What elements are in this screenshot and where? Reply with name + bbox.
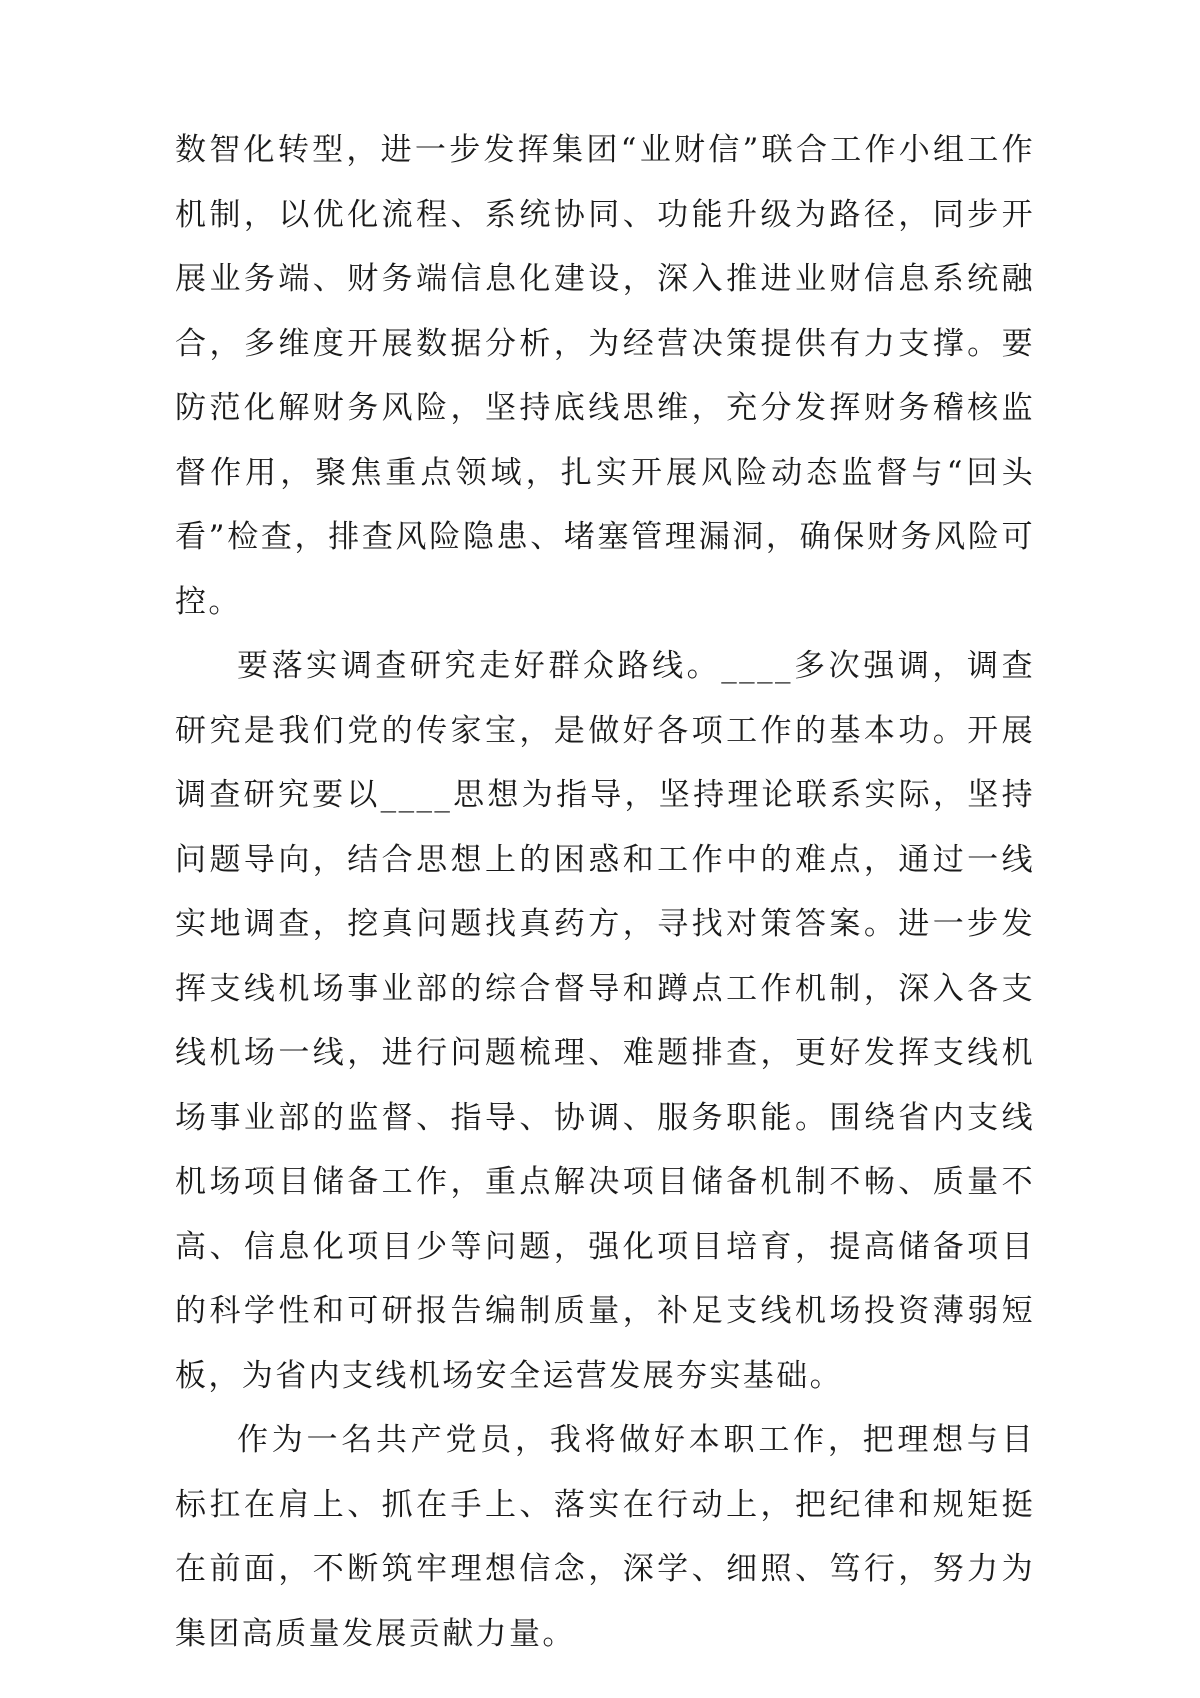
paragraph-conclusion: 作为一名共产党员，我将做好本职工作，把理想与目标扛在肩上、抓在手上、落实在行动上，把纪律和规矩挺在前面，不断筑牢理想信念，深学、细照、笃行，努力为集团高质量发展贡献力量。 (175, 1422, 1035, 1652)
paragraph-research: 要落实调查研究走好群众路线。____多次强调，调查研究是我们党的传家宝，是做好各项工作的基本功。开展调查研究要以____思想为指导，坚持理论联系实际，坚持问题导向，结合思想上的困惑和工作中的难点，通过一线实地调查，挖真问题找真药方，寻找对策答案。进一步发挥支线机场事业部的综合督导和蹲点工作机制，深入各支线机场一线，进行问题梳理、难题排查，更好发挥支线机场事业部的监督、指导、协调、服务职能。围绕省内支线机场项目储备工作，重点解决项目储备机制不畅、质量不高、信息化项目少等问题，强化项目培育，提高储备项目的科学性和可研报告编制质量，补足支线机场投资薄弱短板，为省内支线机场安全运营发展夯实基础。 (175, 648, 1035, 1394)
document-body (175, 118, 1035, 1666)
paragraph-continued: 数智化转型，进一步发挥集团“业财信”联合工作小组工作机制，以优化流程、系统协同、功能升级为路径，同步开展业务端、财务端信息化建设，深入推进业财信息系统融合，多维度开展数据分析，为经营决策提供有力支撑。要防范化解财务风险，坚持底线思维，充分发挥财务稽核监督作用，聚焦重点领域，扎实开展风险动态监督与“回头看”检查，排查风险隐患、堵塞管理漏洞，确保财务风险可控。 (175, 132, 1035, 620)
